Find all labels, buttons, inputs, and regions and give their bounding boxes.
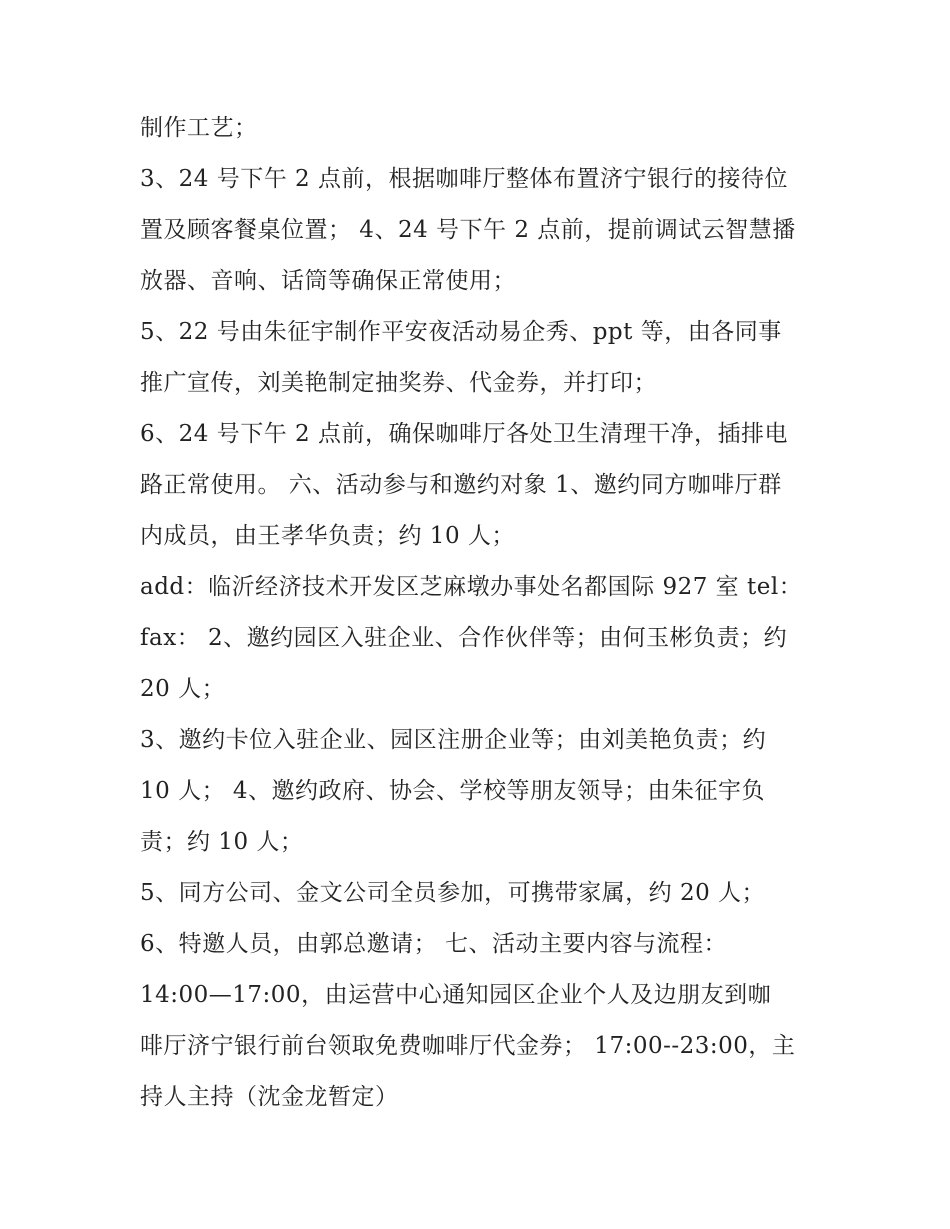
text-line: 推广宣传，刘美艳制定抽奖券、代金券，并打印； bbox=[140, 370, 657, 396]
text-line: 责；约 10 人； bbox=[140, 829, 304, 855]
document-body bbox=[140, 103, 820, 1123]
text-line: 啡厅济宁银行前台领取免费咖啡厅代金券； 17:00--23:00，主 bbox=[140, 1033, 796, 1059]
text-line: 3、邀约卡位入驻企业、园区注册企业等；由刘美艳负责；约 bbox=[140, 727, 767, 753]
text-line: 6、24 号下午 2 点前，确保咖啡厅各处卫生清理干净，插排电 bbox=[140, 421, 788, 447]
text-line: 5、同方公司、金文公司全员参加，可携带家属，约 20 人； bbox=[140, 880, 766, 906]
text-line: 10 人； 4、邀约政府、协会、学校等朋友领导；由朱征宇负 bbox=[140, 778, 766, 804]
text-line: 内成员，由王孝华负责；约 10 人； bbox=[140, 523, 515, 549]
text-line: 路正常使用。 六、活动参与和邀约对象 1、邀约同方咖啡厅群 bbox=[140, 472, 782, 498]
text-line: 20 人； bbox=[140, 676, 226, 702]
text-line: add：临沂经济技术开发区芝麻墩办事处名都国际 927 室 tel： bbox=[140, 574, 803, 600]
text-line: 3、24 号下午 2 点前，根据咖啡厅整体布置济宁银行的接待位 bbox=[140, 166, 788, 192]
text-line: 放器、音响、话筒等确保正常使用； bbox=[140, 268, 516, 294]
text-line: fax： 2、邀约园区入驻企业、合作伙伴等；由何玉彬负责；约 bbox=[140, 625, 788, 651]
text-line: 5、22 号由朱征宇制作平安夜活动易企秀、ppt 等，由各同事 bbox=[140, 319, 782, 345]
text-line: 制作工艺； bbox=[140, 115, 258, 141]
text-line: 置及顾客餐桌位置； 4、24 号下午 2 点前，提前调试云智慧播 bbox=[140, 217, 796, 243]
text-line: 14:00—17:00，由运营中心通知园区企业个人及边朋友到咖 bbox=[140, 982, 772, 1008]
text-line: 持人主持（沈金龙暂定） bbox=[140, 1084, 399, 1110]
text-line: 6、特邀人员，由郭总邀请； 七、活动主要内容与流程： bbox=[140, 931, 727, 957]
